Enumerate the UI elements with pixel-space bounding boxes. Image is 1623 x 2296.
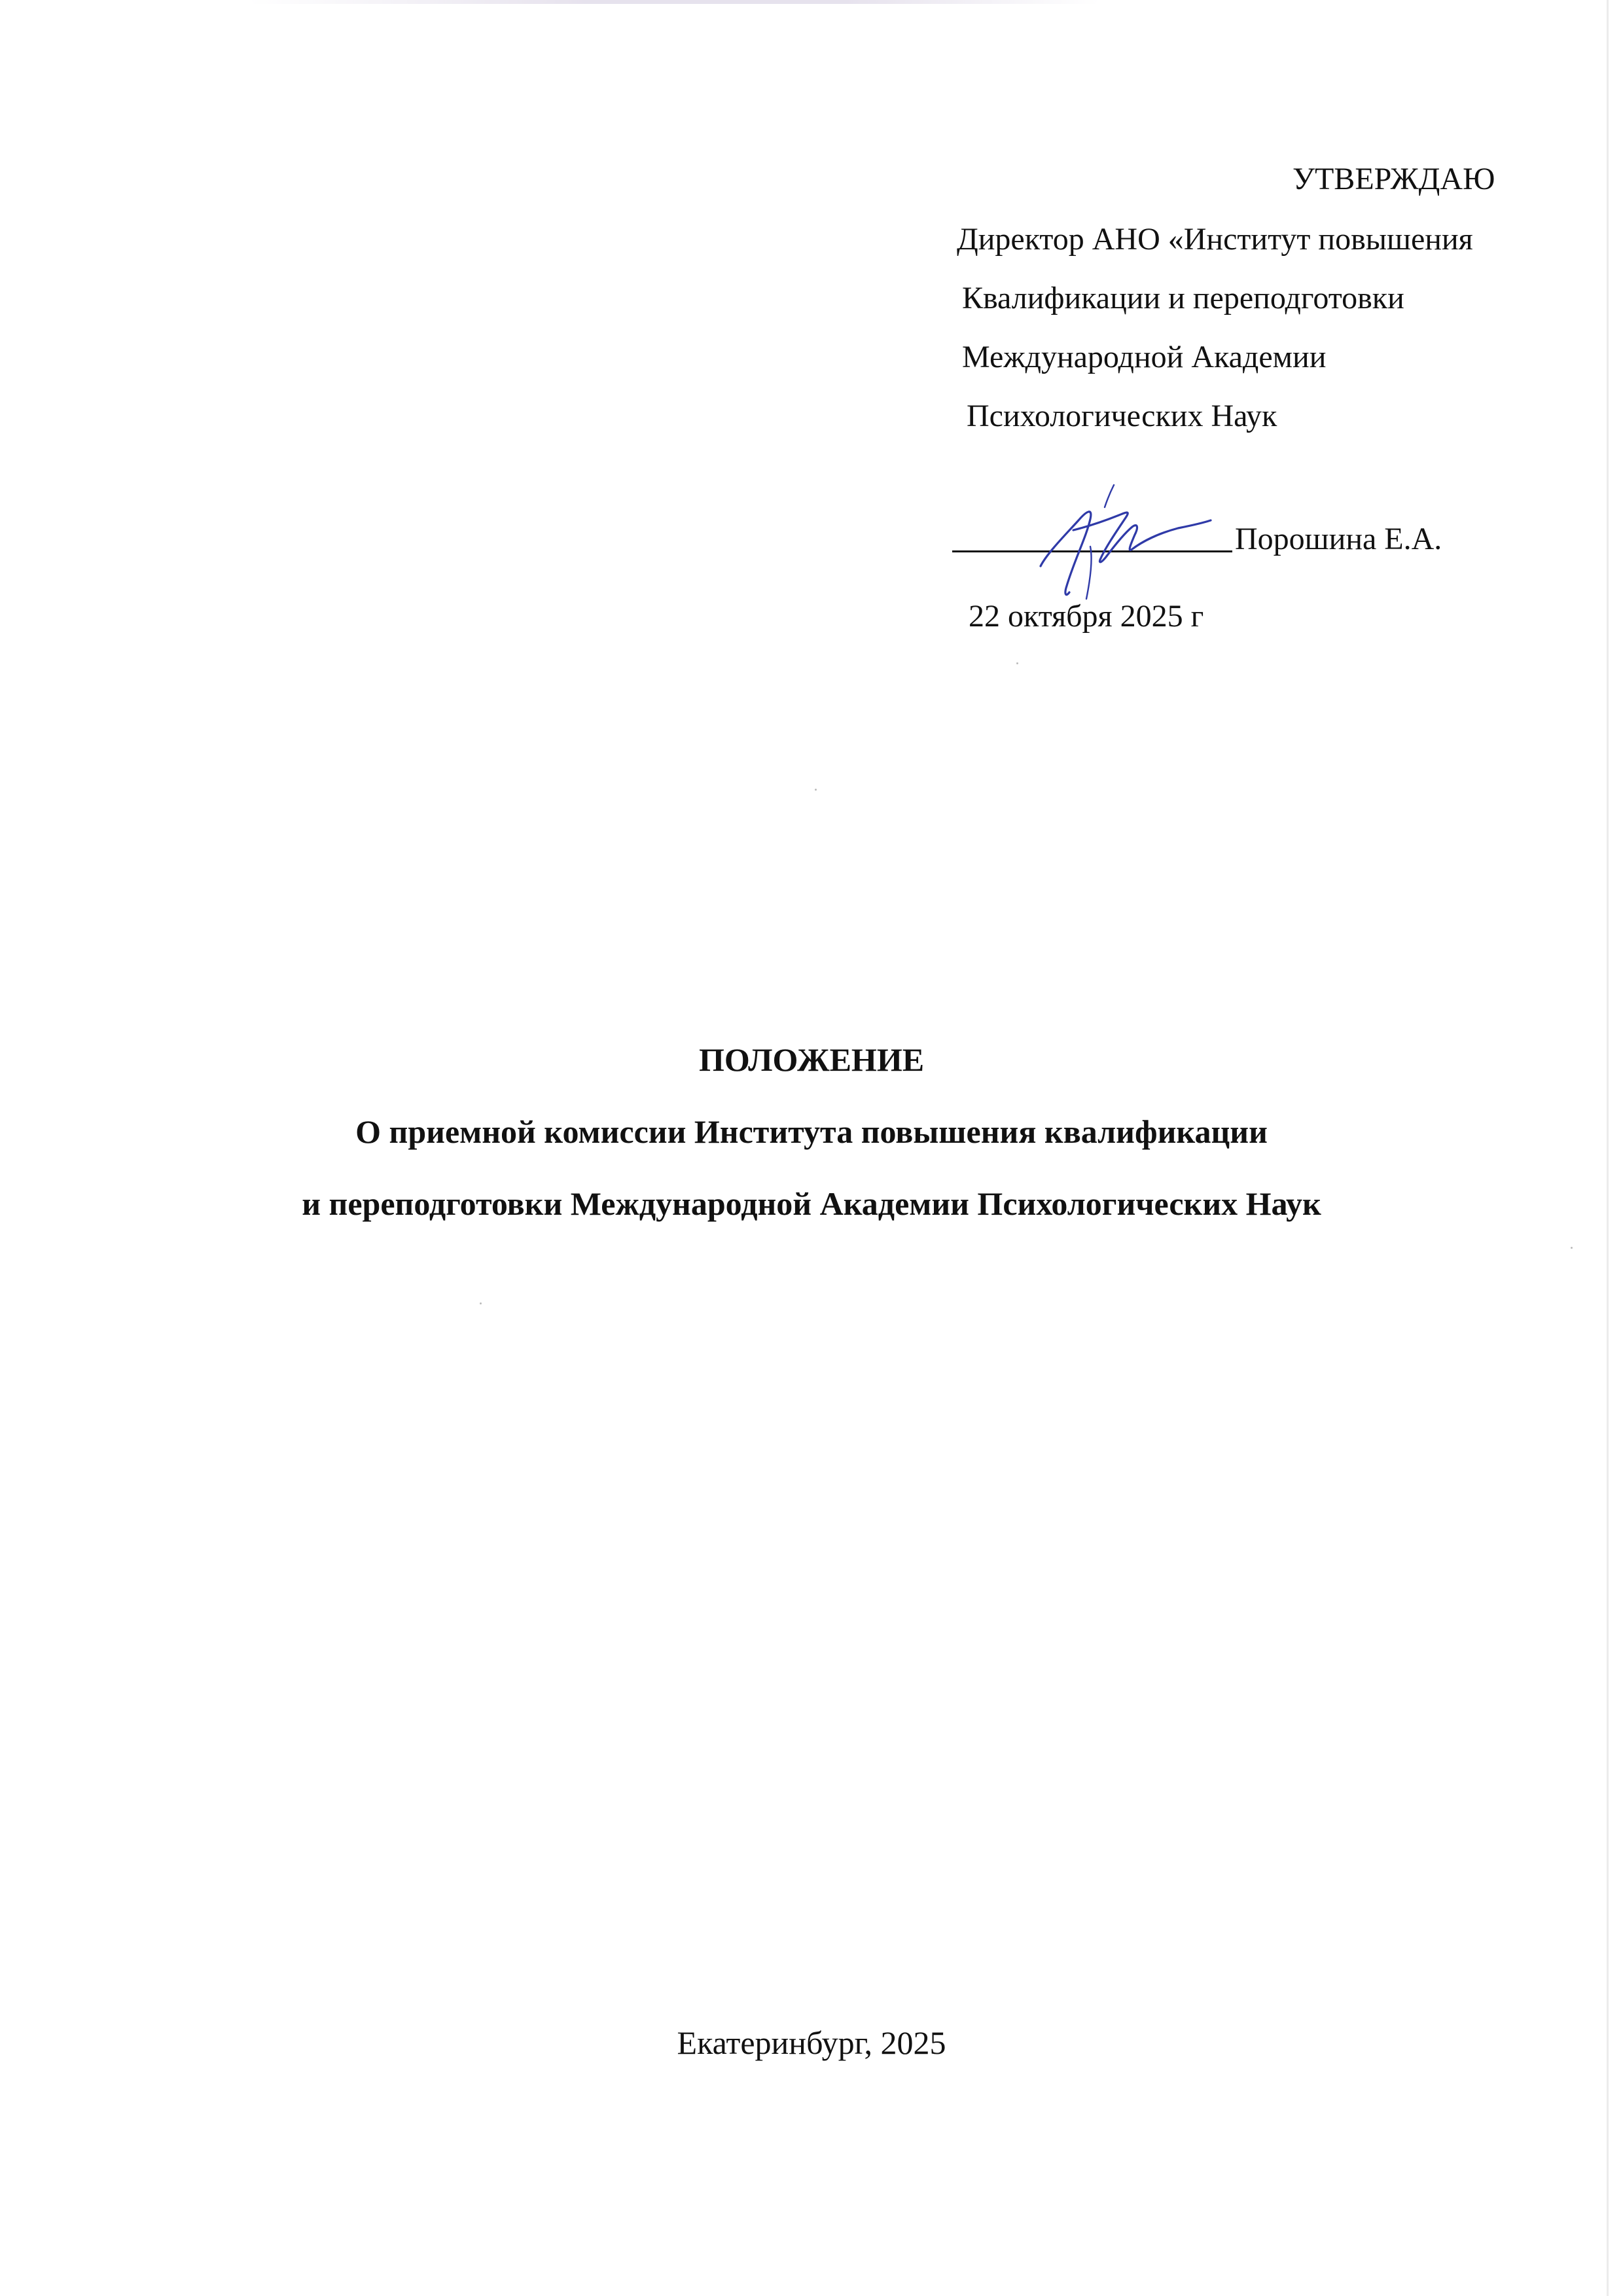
director-title-line-3: Международной Академии: [962, 340, 1327, 374]
scan-speck: [1571, 1247, 1573, 1249]
scan-speck: [815, 789, 817, 791]
director-title-line-4: Психологических Наук: [967, 399, 1277, 433]
approval-block: [0, 0, 1623, 655]
director-title-line-2: Квалификации и переподготовки: [962, 281, 1404, 315]
scan-speck: [1016, 662, 1018, 664]
place-and-year: Екатеринбург, 2025: [677, 2024, 946, 2061]
approve-word: УТВЕРЖДАЮ: [1293, 162, 1495, 196]
document-type-heading: ПОЛОЖЕНИЕ: [698, 1041, 925, 1078]
scan-speck: [480, 1302, 482, 1304]
handwritten-signature: [1027, 481, 1224, 605]
signer-name: Порошина Е.А.: [1235, 522, 1442, 556]
approval-date: 22 октября 2025 г: [969, 599, 1204, 634]
document-subtitle-line-2: и переподготовки Международной Академии Психологических Наук: [302, 1185, 1321, 1222]
document-subtitle-line-1: О приемной комиссии Института повышения квалификации: [355, 1113, 1268, 1150]
director-title-line-1: Директор АНО «Институт повышения: [957, 222, 1473, 257]
